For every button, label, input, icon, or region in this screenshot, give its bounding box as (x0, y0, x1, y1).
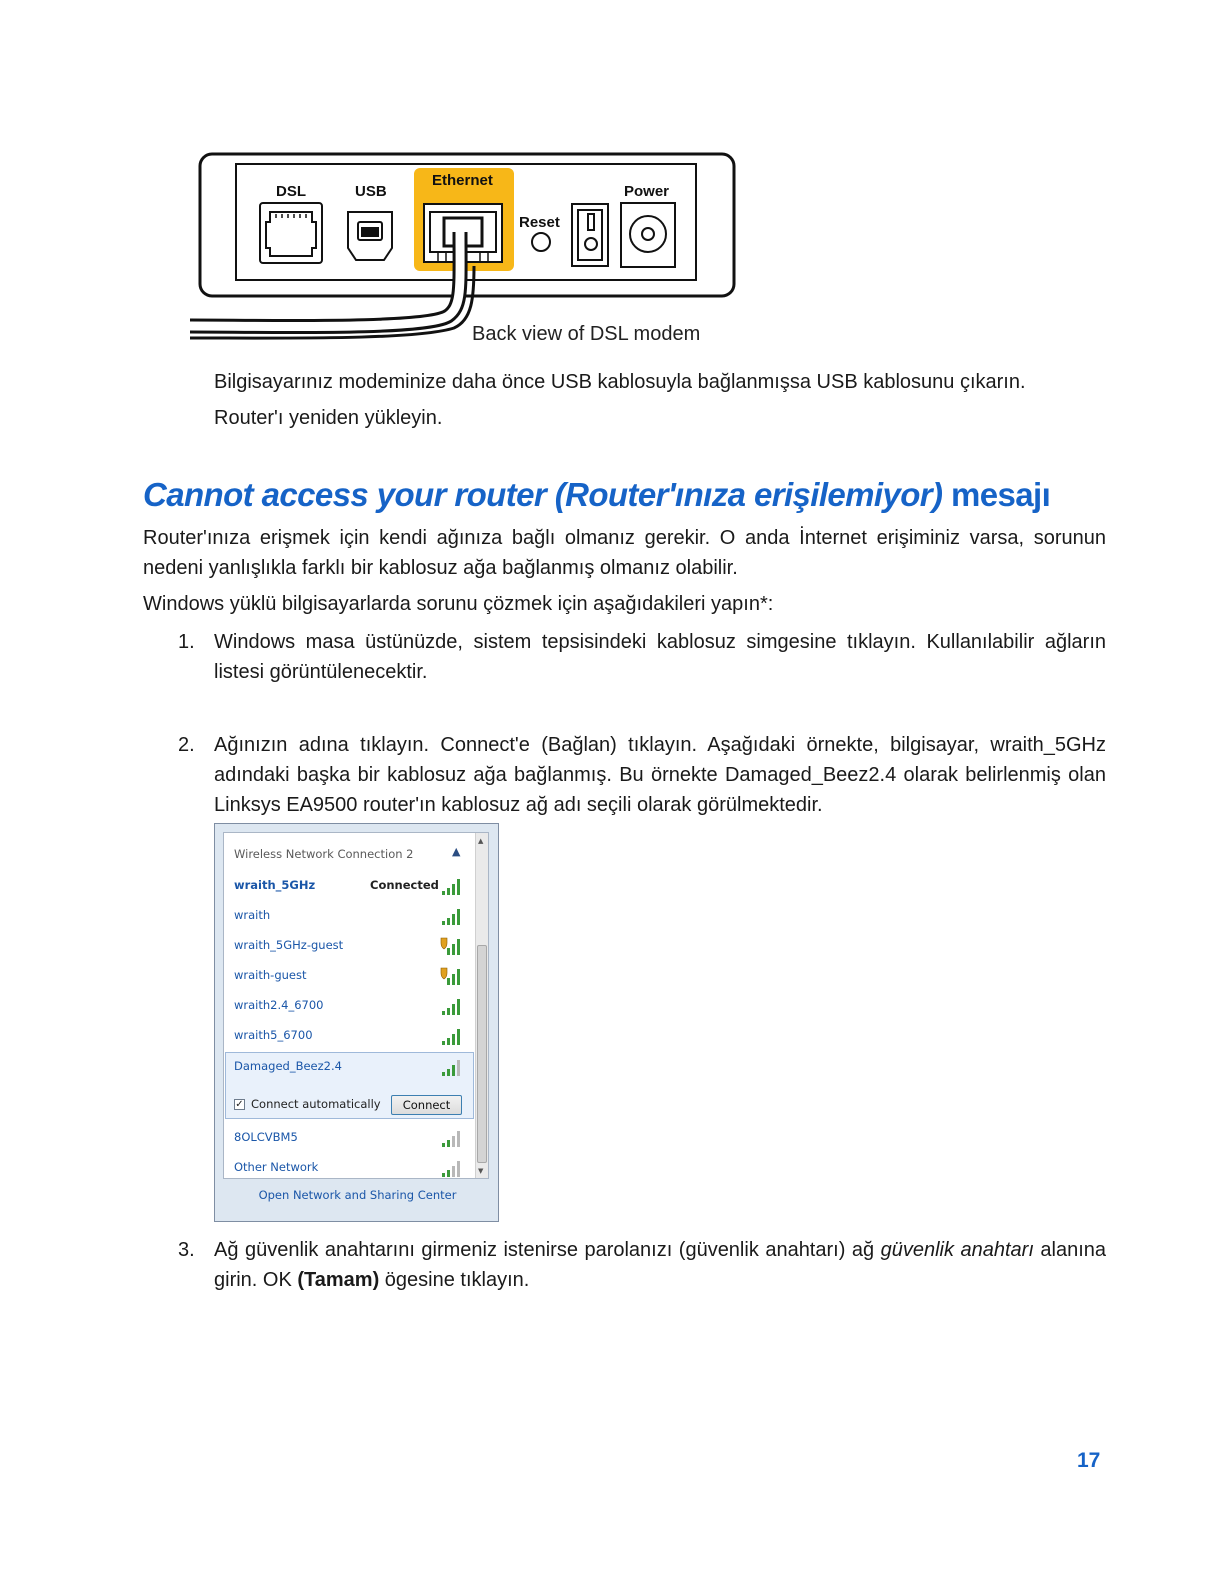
ethernet-label: Ethernet (432, 172, 493, 189)
signal-partial-icon (440, 1057, 464, 1077)
network-row-wraith[interactable] (224, 901, 474, 931)
network-name: Damaged_Beez2.4 (234, 1059, 342, 1073)
network-name: wraith-guest (234, 968, 307, 982)
page-number: 17 (1077, 1449, 1101, 1472)
network-name: wraith2.4_6700 (234, 998, 324, 1012)
network-status: Connected (370, 878, 439, 892)
step-3-text-start: Ağ güvenlik anahtarını girmeniz istenirse parolanızı (güvenlik anahtarı) ağ (214, 1239, 881, 1261)
intro-line-1: Bilgisayarınız modeminize daha önce USB kablosuyla bağlanmışsa USB kablosunu çıkarın. (214, 371, 1026, 393)
connect-button[interactable]: Connect (391, 1095, 462, 1115)
modem-back-view-figure (186, 148, 746, 354)
step-2-text: Ağınızın adına tıklayın. Connect'e (Bağlan) tıklayın. Aşağıdaki örnekte, bilgisayar, wraith_5GHz adındaki başka bir kablosuz ağa bağlanmış. Bu örnekte Damaged_Beez2.4 olarak belirlenmiş olan Linksys EA9500 router'ın kablosuz ağ adı seçili olarak görülmektedir. (214, 734, 1106, 816)
network-name: 8OLCVBM5 (234, 1130, 298, 1144)
step-3-text-italic: güvenlik anahtarı (880, 1239, 1034, 1261)
network-list (223, 832, 489, 1179)
network-name: wraith_5GHz-guest (234, 938, 344, 952)
step-3-text-bold: (Tamam) (297, 1269, 380, 1291)
connect-automatically-label: Connect automatically (251, 1097, 381, 1111)
step-1-number: 1. (178, 631, 195, 653)
network-row-damaged-beez2-4[interactable] (224, 1052, 474, 1082)
step-1-text: Windows masa üstünüzde, sistem tepsisindeki kablosuz simgesine tıklayın. Kullanılabilir ağların listesi görüntülenecektir. (214, 631, 1106, 683)
scrollbar-thumb[interactable] (477, 945, 487, 1163)
network-row-wraith2-4-6700[interactable] (224, 991, 474, 1021)
heading-normal: mesajı (951, 476, 1051, 513)
intro-line-2: Router'ı yeniden yükleyin. (214, 407, 443, 429)
body-paragraph-1: Router'ınıza erişmek için kendi ağınıza bağlı olmanız gerekir. O anda İnternet erişiminiz varsa, sorunun nedeni yanlışlıkla farklı bir kablosuz ağa bağlanmış olmanız olabilir. (143, 527, 1106, 579)
body-paragraph-2: Windows yüklü bilgisayarlarda sorunu çözmek için aşağıdakileri yapın*: (143, 593, 774, 615)
step-3-text (214, 1235, 1106, 1295)
list-scrollbar[interactable] (475, 833, 489, 1178)
signal-shield-icon (440, 936, 464, 956)
network-name: wraith_5GHz (234, 878, 316, 892)
signal-low-icon (440, 1158, 464, 1178)
network-name: Other Network (234, 1160, 319, 1174)
scroll-up-icon[interactable]: ▲ (478, 837, 484, 845)
signal-full-icon (440, 996, 464, 1016)
heading-italic: Cannot access your router (Router'ınıza erişilemiyor) (143, 476, 943, 513)
power-switch-icon (572, 204, 608, 266)
step-2-number: 2. (178, 734, 195, 756)
figure-caption: Back view of DSL modem (472, 323, 701, 345)
signal-full-icon (440, 1026, 464, 1046)
signal-full-icon (440, 906, 464, 926)
collapse-chevron-icon[interactable]: ▲ (452, 845, 461, 858)
network-row-other-network[interactable] (224, 1153, 474, 1179)
power-jack-icon (621, 203, 675, 267)
signal-shield-icon (440, 966, 464, 986)
connection-header: Wireless Network Connection 2 (234, 847, 414, 861)
network-row-wraith-5ghz-guest[interactable] (224, 931, 474, 961)
network-row-wraith-guest[interactable] (224, 961, 474, 991)
section-heading (143, 474, 1050, 516)
network-row-wraith-5ghz[interactable] (224, 871, 474, 901)
network-row-wraith5-6700[interactable] (224, 1021, 474, 1051)
signal-low-icon (440, 1128, 464, 1148)
step-3-text-mid: alanına girin. OK (214, 1239, 1107, 1291)
usb-label: USB (355, 183, 387, 200)
network-name: wraith5_6700 (234, 1028, 313, 1042)
connect-automatically-checkbox[interactable]: ✓ (235, 1099, 244, 1110)
open-network-sharing-center-link[interactable]: Open Network and Sharing Center (258, 1188, 457, 1202)
step-3-text-end: ögesine tıklayın. (379, 1269, 530, 1291)
network-name: wraith (234, 908, 271, 922)
wireless-networks-panel (214, 823, 499, 1222)
reset-button-icon (532, 233, 550, 251)
signal-full-icon (440, 876, 464, 896)
network-row-8olcvbm5[interactable] (224, 1123, 474, 1153)
dsl-label: DSL (276, 183, 306, 200)
scroll-down-icon[interactable]: ▼ (478, 1167, 484, 1175)
power-label: Power (624, 183, 670, 200)
reset-label: Reset (519, 214, 560, 231)
step-3-number: 3. (178, 1239, 195, 1261)
